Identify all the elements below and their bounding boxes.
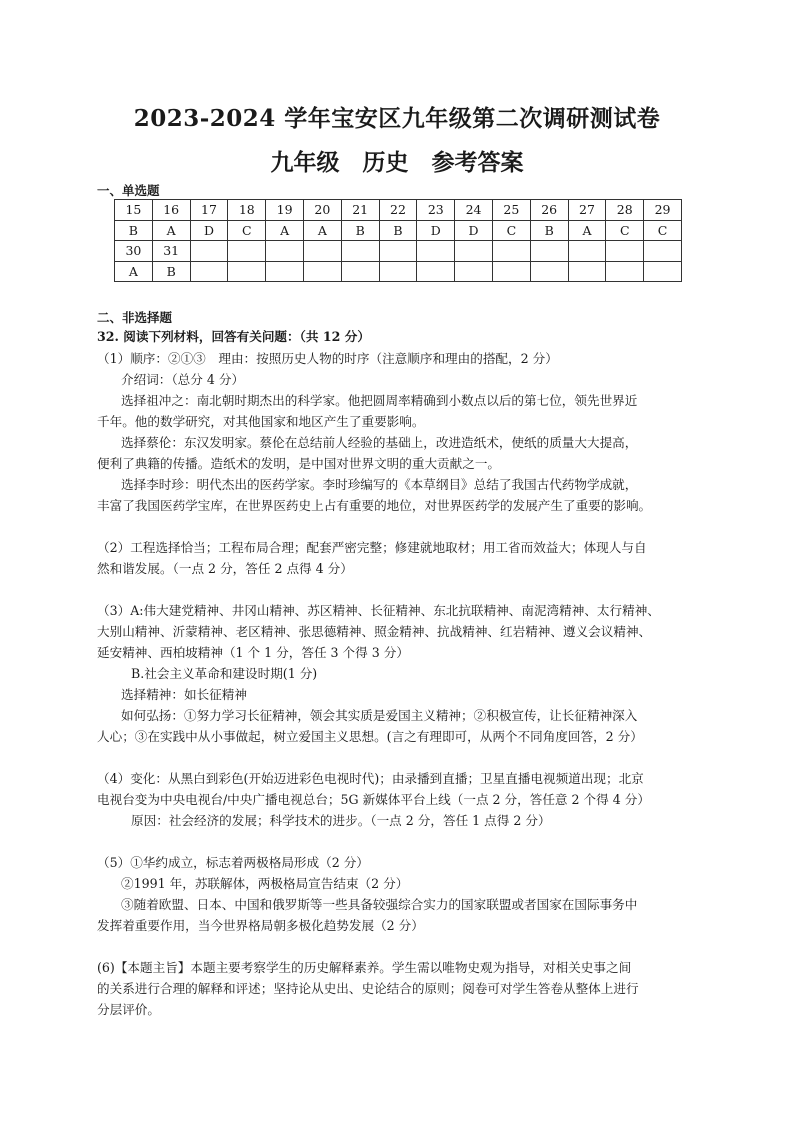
answer-line: 选择祖冲之：南北朝时期杰出的科学家。他把圆周率精确到小数点以后的第七位，领先世界近 xyxy=(121,393,638,408)
answer-line: (6)【本题主旨】本题主要考察学生的历史解释素养。学生需以唯物史观为指导，对相关史事之间 xyxy=(97,960,632,975)
question-number xyxy=(530,241,568,262)
question-number: 21 xyxy=(341,200,379,221)
question-number xyxy=(606,241,644,262)
answer-cell: A xyxy=(303,220,341,241)
answer-line: 选择李时珍：明代杰出的医药学家。李时珍编写的《本草纲目》总结了我国古代药物学成就， xyxy=(121,477,638,492)
table-row xyxy=(115,220,682,241)
answer-cell: C xyxy=(228,220,266,241)
question-number xyxy=(266,241,304,262)
table-row xyxy=(115,261,682,282)
answer-cell: B xyxy=(115,220,153,241)
answer-line: 如何弘扬：①努力学习长征精神，领会其实质是爱国主义精神；②积极宣传，让长征精神深入 xyxy=(121,708,638,723)
answer-line: 人心；③在实践中从小事做起，树立爱国主义思想。(言之有理即可，从两个不同角度回答，2 分） xyxy=(97,729,643,744)
answer-line: 大别山精神、沂蒙精神、老区精神、张思德精神、照金精神、抗战精神、红岩精神、遵义会议精神、 xyxy=(97,624,652,639)
question-number xyxy=(303,241,341,262)
answer-cell xyxy=(455,261,493,282)
question-number xyxy=(379,241,417,262)
question-number xyxy=(492,241,530,262)
answer-line: （1）顺序：②①③ 理由：按照历史人物的时序（注意顺序和理由的搭配，2 分） xyxy=(97,351,558,366)
answer-cell xyxy=(568,261,606,282)
question-number: 22 xyxy=(379,200,417,221)
answer-cell: C xyxy=(606,220,644,241)
answer-cell: A xyxy=(152,220,190,241)
answer-cell: A xyxy=(266,220,304,241)
answer-cell xyxy=(530,261,568,282)
answer-cell xyxy=(379,261,417,282)
answer-line: 原因：社会经济的发展；科学技术的进步。（一点 2 分，答任 1 点得 2 分） xyxy=(131,813,551,828)
answer-line: 发挥着重要作用，当今世界格局朝多极化趋势发展（2 分） xyxy=(97,918,424,933)
question-number: 23 xyxy=(417,200,455,221)
answer-line: 便利了典籍的传播。造纸术的发明，是中国对世界文明的重大贡献之一。 xyxy=(97,456,500,471)
question-number: 17 xyxy=(190,200,228,221)
answer-line: ③随着欧盟、日本、中国和俄罗斯等一些具备较强综合实力的国家联盟或者国家在国际事务中 xyxy=(121,897,638,912)
question-number: 29 xyxy=(644,200,682,221)
answer-cell xyxy=(228,261,266,282)
answer-line: 介绍词：（总分 4 分） xyxy=(121,372,245,387)
answer-line: 的关系进行合理的解释和评述；坚持论从史出、史论结合的原则；阅卷可对学生答卷从整体上进行 xyxy=(97,981,639,996)
answer-line: （2）工程选择恰当；工程布局合理；配套严密完整；修建就地取材；用工省而效益大；体现人与自 xyxy=(97,540,647,555)
answer-cell xyxy=(266,261,304,282)
answer-cell: D xyxy=(455,220,493,241)
answer-cell xyxy=(606,261,644,282)
answer-cell: B xyxy=(530,220,568,241)
question-number: 30 xyxy=(115,241,153,262)
question-number: 19 xyxy=(266,200,304,221)
answer-line: （3）A:伟大建党精神、井冈山精神、苏区精神、长征精神、东北抗联精神、南泥湾精神、太行精神、 xyxy=(97,603,660,618)
question-number: 27 xyxy=(568,200,606,221)
answer-cell: D xyxy=(417,220,455,241)
page-subtitle: 九年级 历史 参考答案 xyxy=(270,149,524,176)
question-number xyxy=(568,241,606,262)
answer-cell: C xyxy=(492,220,530,241)
answer-cell: A xyxy=(115,261,153,282)
answer-line: 电视台变为中央电视台/中央广播电视总台；5G 新媒体平台上线（一点 2 分，答任意 2 个得 4 分） xyxy=(97,792,650,807)
answer-cell xyxy=(417,261,455,282)
question-number xyxy=(341,241,379,262)
answer-cell: B xyxy=(152,261,190,282)
question-number: 15 xyxy=(115,200,153,221)
page-title: 2023-2024 学年宝安区九年级第二次调研测试卷 xyxy=(133,105,661,132)
question-number xyxy=(417,241,455,262)
question-number: 25 xyxy=(492,200,530,221)
question-number xyxy=(190,241,228,262)
question-number: 26 xyxy=(530,200,568,221)
section-heading-single-choice: 一、单选题 xyxy=(97,183,160,198)
answer-cell: D xyxy=(190,220,228,241)
answer-cell: A xyxy=(568,220,606,241)
answer-line: B.社会主义革命和建设时期(1 分) xyxy=(131,666,318,681)
question-number xyxy=(644,241,682,262)
answer-cell xyxy=(341,261,379,282)
answer-line: 千年。他的数学研究，对其他国家和地区产生了重要影响。 xyxy=(97,414,425,429)
answer-table xyxy=(114,199,682,282)
question-number: 31 xyxy=(152,241,190,262)
section-heading-non-choice: 二、非选择题 xyxy=(97,310,173,325)
answer-line: （5）①华约成立，标志着两极格局形成（2 分） xyxy=(97,855,369,870)
answer-cell: C xyxy=(644,220,682,241)
answer-cell xyxy=(644,261,682,282)
question-number: 18 xyxy=(228,200,266,221)
answer-cell xyxy=(303,261,341,282)
question-number xyxy=(228,241,266,262)
answer-cell: B xyxy=(341,220,379,241)
question-number: 16 xyxy=(152,200,190,221)
question-number: 24 xyxy=(455,200,493,221)
question-number: 20 xyxy=(303,200,341,221)
answer-cell xyxy=(190,261,228,282)
question-number: 28 xyxy=(606,200,644,221)
question-number xyxy=(455,241,493,262)
answer-line: 丰富了我国医药学宝库，在世界医药史上占有重要的地位，对世界医药学的发展产生了重要的影响。 xyxy=(97,498,652,513)
answer-line: （4）变化：从黑白到彩色(开始迈进彩色电视时代)；由录播到直播；卫星直播电视频道出现；北京 xyxy=(97,771,644,786)
answer-cell xyxy=(492,261,530,282)
answer-line: 然和谐发展。（一点 2 分，答任 2 点得 4 分） xyxy=(97,561,353,576)
table-row xyxy=(115,200,682,221)
answer-line: 选择蔡伦：东汉发明家。蔡伦在总结前人经验的基础上，改进造纸术，使纸的质量大大提高， xyxy=(121,435,638,450)
answer-line: ②1991 年，苏联解体，两极格局宣告结束（2 分） xyxy=(121,876,409,891)
answer-line: 分层评价。 xyxy=(97,1002,160,1017)
table-row xyxy=(115,241,682,262)
answer-line: 选择精神：如长征精神 xyxy=(121,687,247,702)
answer-line: 延安精神、西柏坡精神（1 个 1 分，答任 3 个得 3 分） xyxy=(97,645,409,660)
answer-cell: B xyxy=(379,220,417,241)
question-32-heading: 32. 阅读下列材料，回答有关问题：（共 12 分） xyxy=(97,329,370,344)
